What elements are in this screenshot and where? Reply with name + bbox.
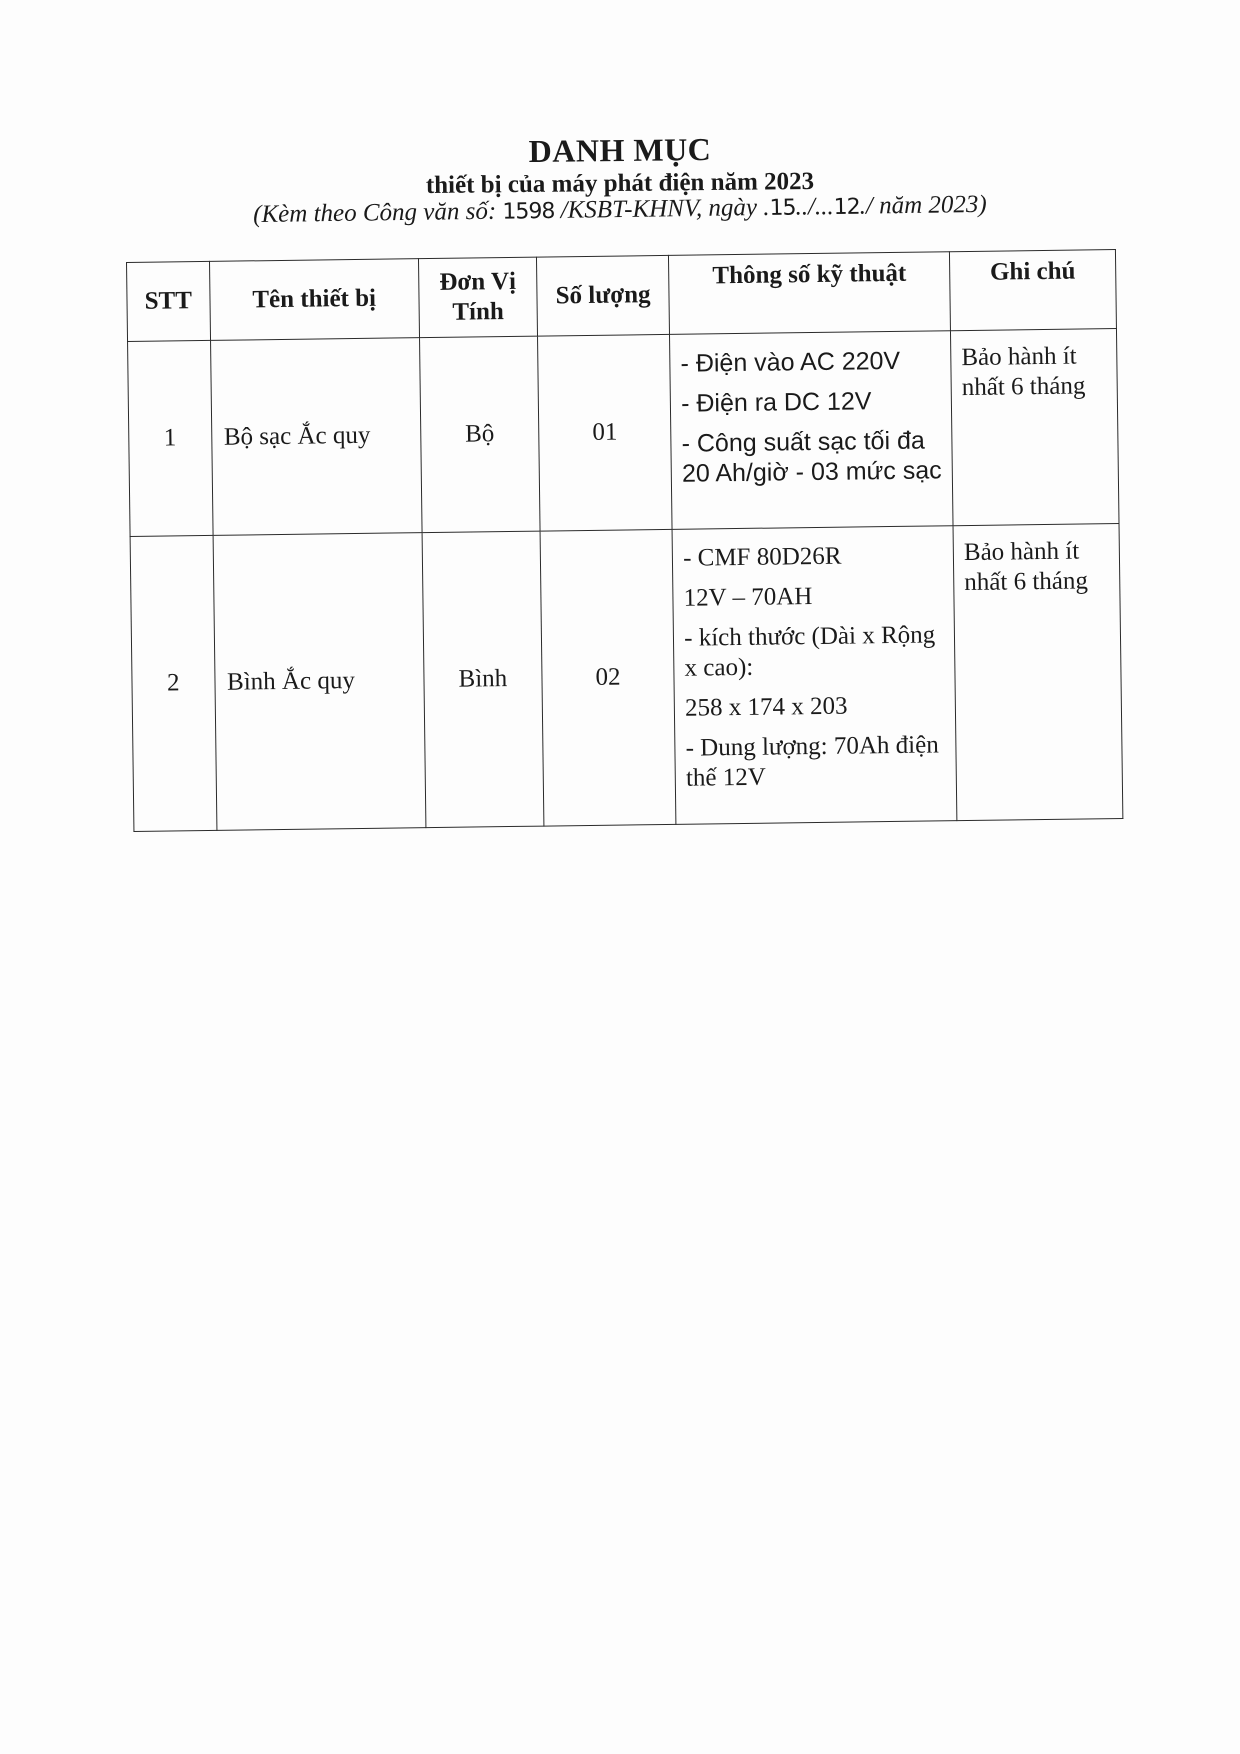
spec-line: - Dung lượng: 70Ah điện thế 12V — [685, 731, 939, 792]
spec-line: 258 x 174 x 203 — [684, 692, 848, 722]
spec-line: - Công suất sạc tối đa 20 Ah/giờ - 03 mức sạc — [681, 426, 942, 488]
cell-stt: 1 — [128, 340, 213, 536]
reference-suffix: / năm 2023) — [865, 190, 987, 220]
document-subtitle: thiết bị của máy phát điện năm 2023 — [425, 167, 815, 200]
header-note: Ghi chú — [949, 250, 1116, 331]
cell-spec — [670, 331, 953, 530]
document-title: DANH MỤC — [528, 131, 712, 169]
header-spec: Thông số kỹ thuật — [669, 252, 951, 335]
spec-line: 12V – 70AH — [683, 583, 813, 612]
table-row — [128, 329, 1119, 537]
cell-name: Bình Ắc quy — [213, 533, 426, 831]
cell-stt: 2 — [130, 535, 216, 831]
document-reference: (Kèm theo Công văn số: 1598 /KSBT-KHNV, ngày .15../...12./ năm 2023) — [253, 190, 987, 229]
header-name: Tên thiết bị — [209, 259, 419, 341]
reference-doc-number: 1598 — [502, 198, 555, 225]
cell-quantity: 01 — [538, 334, 673, 531]
reference-day: 15 — [769, 195, 796, 221]
header-quantity: Số lượng — [536, 255, 669, 336]
cell-unit: Bộ — [419, 336, 540, 533]
cell-spec — [672, 526, 957, 825]
reference-middle: /KSBT-KHNV, ngày — [554, 194, 764, 224]
equipment-table — [126, 249, 1123, 832]
spec-line: - Điện vào AC 220V — [680, 346, 901, 378]
cell-name: Bộ sạc Ắc quy — [210, 338, 422, 536]
cell-note: Bảo hành ít nhất 6 tháng — [953, 524, 1123, 821]
cell-unit: Bình — [422, 531, 544, 828]
header-unit: Đơn Vị Tính — [418, 257, 537, 338]
equipment-table-wrapper — [126, 249, 1123, 832]
reference-month: 12 — [833, 194, 860, 221]
header-stt: STT — [127, 261, 211, 341]
spec-line: - CMF 80D26R — [682, 542, 842, 572]
reference-prefix: (Kèm theo Công văn số: — [253, 197, 503, 229]
table-row — [130, 524, 1123, 832]
table-header-row — [127, 250, 1117, 342]
cell-note: Bảo hành ít nhất 6 tháng — [951, 329, 1119, 526]
spec-line: - kích thước (Dài x Rộng x cao): — [683, 621, 936, 682]
spec-line: - Điện ra DC 12V — [680, 387, 872, 418]
cell-quantity: 02 — [540, 529, 676, 826]
